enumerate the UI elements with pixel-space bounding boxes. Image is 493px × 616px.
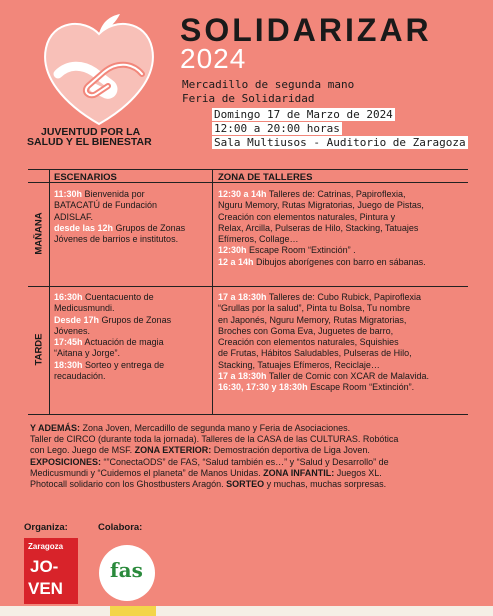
extras-text: Demostración deportiva de Liga Joven. [211, 445, 370, 456]
schedule-time: 17 a 18:30h [218, 371, 267, 382]
column-divider [212, 169, 213, 414]
extras-heading: Y ADEMÁS: [30, 423, 81, 433]
schedule-line [54, 234, 209, 245]
organiza-label: Organiza: [24, 522, 68, 533]
schedule-line [218, 315, 468, 326]
schedule-text: Sorteo y entrega de [82, 359, 165, 370]
schedule-line [218, 257, 468, 268]
extras-text: Photocall solidario con los Ghostbusters Aragón. [30, 479, 227, 490]
schedule-line [54, 337, 209, 348]
schedule-line [54, 223, 209, 234]
schedule-time: 18:30h [54, 359, 83, 370]
schedule-line [54, 326, 209, 337]
schedule-text: Actuación de magia [82, 337, 164, 348]
fas-logo-text: fas [110, 558, 143, 582]
schedule-text: Taller de Comic con XCAR de Malavida. [266, 371, 429, 382]
schedule-text: Dibujos aborígenes con barro en sábanas. [253, 256, 426, 267]
schedule-line [218, 200, 468, 211]
tarde-talleres [218, 292, 468, 394]
schedule-text: Grupos de Zonas [113, 222, 186, 233]
bottom-yellow-strip [110, 606, 156, 616]
extras-text: Medicusmundi y “Cuidemos el planeta” de Manos Unidas. [30, 467, 264, 478]
schedule-line [218, 292, 468, 303]
schedule-text: BATACATÚ de Fundación [54, 200, 158, 211]
extras-text: “”ConectaODS” de FAS, “Salud también es…” y “Salud y Desarrollo” de [101, 456, 389, 467]
schedule-text: Escape Room “Extinción”. [307, 382, 415, 393]
schedule-time: 12 a 14h [218, 256, 254, 267]
extras-line [30, 457, 470, 468]
schedule-time: 17 a 18:30h [218, 292, 267, 302]
row-label-divider [49, 169, 50, 414]
schedule-time: 16:30h [54, 292, 83, 302]
extras-line [30, 479, 470, 490]
schedule-text: Creación con elementos naturales, Squishies [218, 337, 399, 348]
schedule-time: 16:30, 17:30 y 18:30h [218, 382, 308, 393]
bottom-strip [0, 606, 493, 616]
logo-line-1: JUVENTUD POR LA [41, 126, 141, 138]
schedule-time: 12:30 a 14h [218, 189, 267, 199]
schedule-line [218, 337, 468, 348]
extras-text: y muchas, muchas sorpresas. [264, 479, 387, 490]
schedule-line [218, 303, 468, 314]
schedule-time: Desde 17h [54, 314, 100, 325]
row-tarde: TARDE [33, 333, 45, 366]
schedule-text: de Frutas, Hábitos Saludables, Pulseras de Hilo, [218, 348, 412, 359]
col-escenarios: ESCENARIOS [54, 172, 117, 183]
schedule-time: 11:30h [54, 189, 83, 199]
joven-text-2: VEN [28, 579, 63, 598]
row-manana: MAÑANA [33, 212, 45, 255]
schedule-line [218, 382, 468, 393]
schedule-text: Cuentacuento de [82, 292, 154, 302]
schedule-time: desde las 12h [54, 222, 114, 233]
schedule-line [218, 348, 468, 359]
schedule-text: Jóvenes. [54, 325, 91, 336]
extras-line [30, 445, 470, 456]
schedule-line [54, 371, 209, 382]
extras-heading: ZONA INFANTIL: [263, 467, 335, 478]
extras-heading: EXPOSICIONES: [30, 456, 102, 467]
page-title: SOLIDARIZAR [180, 12, 432, 48]
extras-line [30, 423, 470, 434]
schedule-text: Talleres de: Catrinas, Papiroflexia, [266, 189, 406, 199]
schedule-text: “Aitana y Jorge”. [54, 348, 121, 359]
schedule-line [218, 212, 468, 223]
schedule-time: 17:45h [54, 337, 83, 348]
schedule-text: Grupos de Zonas [99, 314, 172, 325]
extras-line: Taller de CIRCO (durante toda la jornada). Talleres de la CASA de las CULTURAS. Robótica [30, 434, 399, 445]
event-date: Domingo 17 de Marzo de 2024 [214, 108, 393, 121]
manana-escenarios [54, 189, 209, 245]
schedule-line [218, 189, 468, 200]
schedule-line [218, 371, 468, 382]
extras-section [30, 423, 470, 490]
schedule-text: Jóvenes de barrios e institutos. [54, 234, 179, 245]
schedule-text: Escape Room “Extinción” . [246, 245, 356, 256]
extras-text: con Lego. Juego de MSF. [30, 445, 135, 456]
schedule-line [54, 303, 209, 314]
table-top-rule [28, 169, 468, 170]
schedule-text: Broches con Goma Eva, Juguetes de barro, [218, 325, 394, 336]
schedule-line [54, 189, 209, 200]
subtitle-mercadillo: Mercadillo de segunda mano [182, 78, 355, 91]
schedule-line [54, 360, 209, 371]
schedule-text: “Grullas por la salud”, Pinta tu Bolsa, Tu nombre [218, 303, 411, 314]
schedule-text: Creación con elementos naturales, Pintura y [218, 211, 396, 222]
schedule-line [218, 245, 468, 256]
extras-heading: ZONA EXTERIOR: [134, 445, 212, 456]
schedule-text: Medicusmundi. [54, 303, 115, 314]
schedule-line [54, 348, 209, 359]
schedule-line [218, 360, 468, 371]
schedule-line [54, 212, 209, 223]
col-talleres: ZONA DE TALLERES [218, 172, 313, 183]
schedule-text: Relax, Arcilla, Pulseras de Hilo, Stacking, Tatuajes [218, 222, 419, 233]
schedule-line [218, 223, 468, 234]
schedule-text: Nguru Memory, Rutas Migratorias, Juego de Pistas, [218, 200, 424, 211]
logo-caption [27, 127, 152, 147]
zaragoza-text: Zaragoza [28, 542, 64, 551]
schedule-text: Stacking, Tatuajes Efímeros, Reciclaje… [218, 359, 380, 370]
schedule-text: ADISLAF. [54, 211, 94, 222]
table-mid-rule [28, 286, 468, 287]
schedule-text: Bienvenida por [82, 189, 145, 199]
extras-line [30, 468, 470, 479]
colabora-label: Colabora: [98, 522, 143, 533]
schedule-text: Talleres de: Cubo Rubick, Papiroflexia [266, 292, 421, 302]
manana-talleres [218, 189, 468, 268]
extras-heading: SORTEO [226, 479, 265, 490]
event-time: 12:00 a 20:00 horas [214, 122, 340, 135]
event-place: Sala Multiusos - Auditorio de Zaragoza [214, 136, 466, 149]
event-year: 2024 [180, 43, 247, 74]
schedule-text: Efímeros, Collage… [218, 234, 299, 245]
extras-text: Zona Joven, Mercadillo de segunda mano y Feria de Asociaciones. [80, 423, 351, 433]
subtitle-feria: Feria de Solidaridad [182, 92, 315, 105]
table-bottom-rule [28, 414, 468, 415]
schedule-line [54, 292, 209, 303]
schedule-line [54, 315, 209, 326]
tarde-escenarios [54, 292, 209, 382]
logo-line-2: SALUD Y EL BIENESTAR [27, 136, 152, 148]
schedule-text: recaudación. [54, 371, 106, 382]
joven-text-1: JO- [30, 557, 59, 576]
schedule-line [218, 326, 468, 337]
schedule-line [54, 200, 209, 211]
extras-text: Juegos XL. [334, 467, 382, 478]
schedule-line [218, 234, 468, 245]
schedule-text: en Japonés, Nguru Memory, Rutas Migratorias, [218, 314, 407, 325]
schedule-time: 12:30h [218, 245, 247, 256]
